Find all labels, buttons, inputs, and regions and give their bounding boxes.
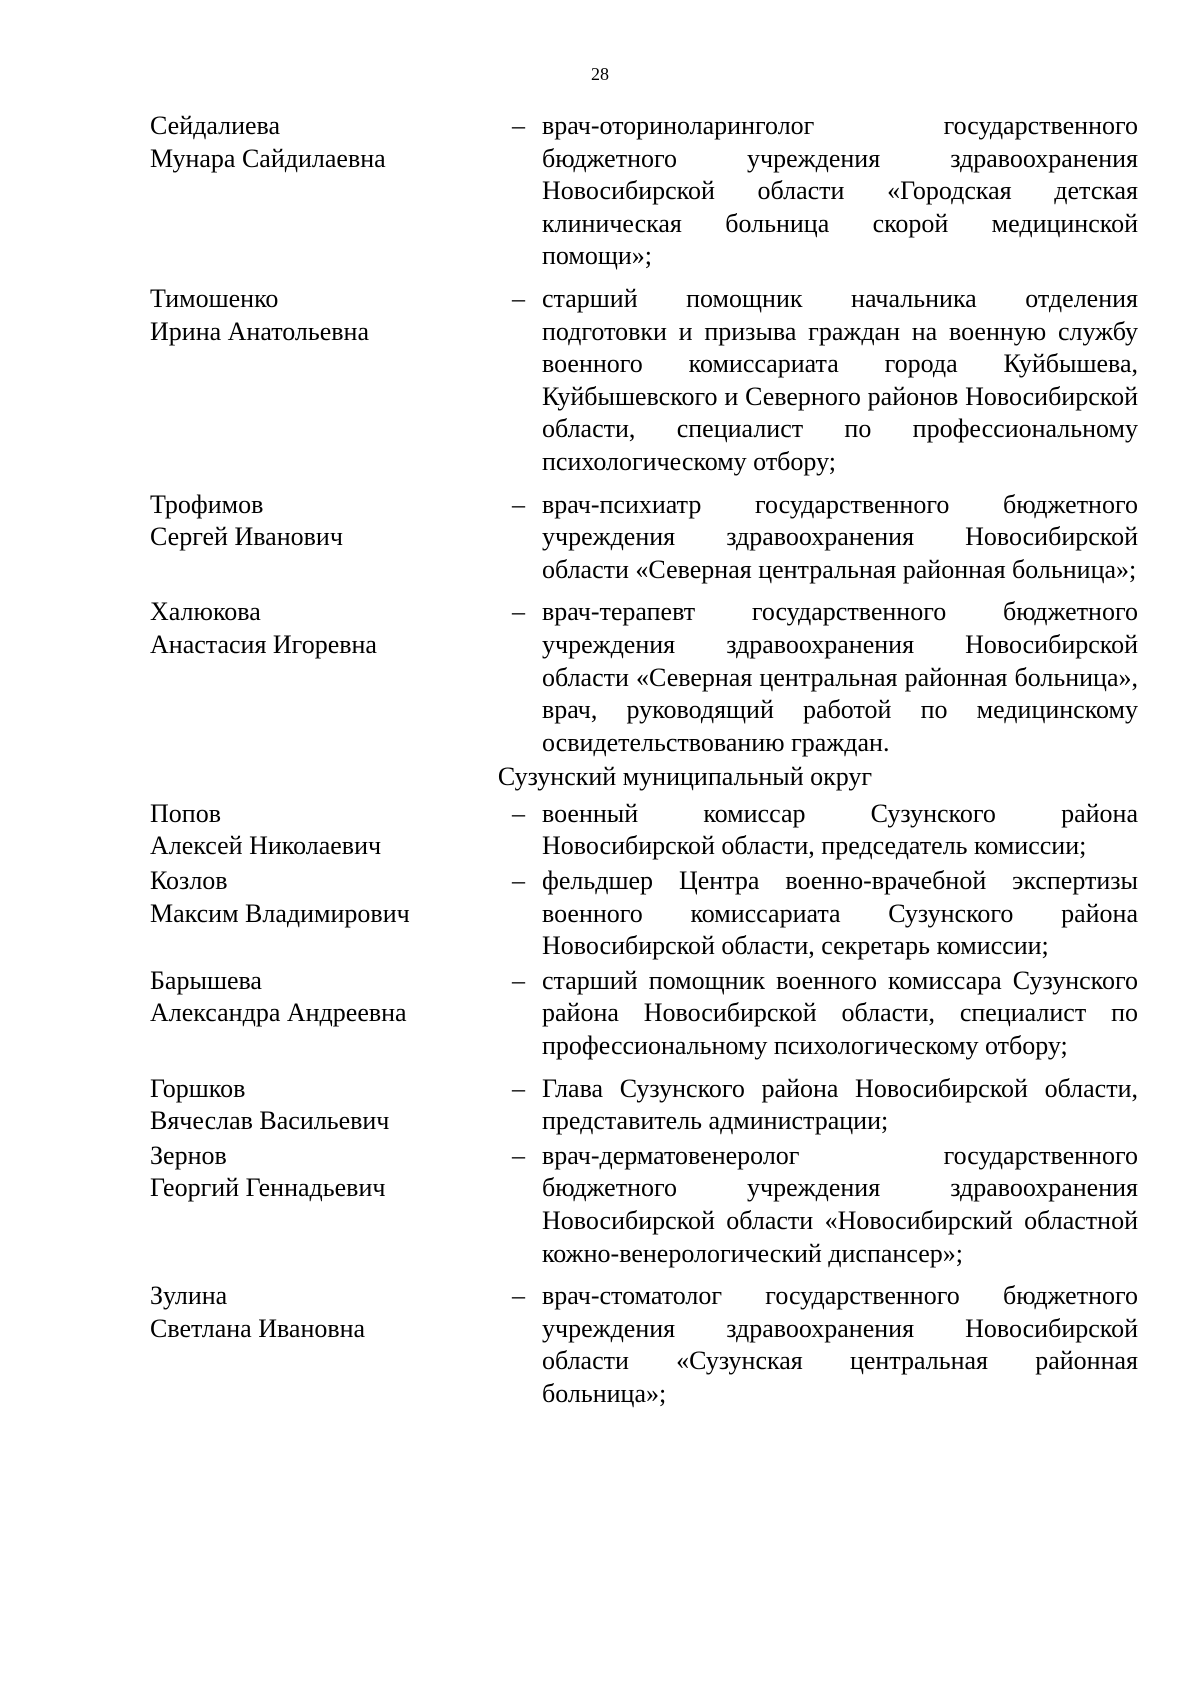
member-surname: Зулина: [150, 1281, 228, 1311]
dash-separator: –: [512, 111, 525, 140]
list-item: [150, 596, 1140, 759]
member-given-name: Сергей Иванович: [150, 522, 343, 552]
member-given-name: Алексей Николаевич: [150, 831, 382, 861]
page-number: 28: [591, 64, 609, 84]
member-name: [150, 596, 512, 759]
member-given-name: Анастасия Игоревна: [150, 629, 377, 659]
member-role: врач-стоматолог государственного бюджетного учреждения здравоохранения Новосибирской области «Сузунская центральная районная больница»;: [542, 1281, 1138, 1408]
section-heading: Сузунский муниципальный округ: [497, 762, 873, 792]
dash-separator: –: [512, 798, 525, 828]
member-role: врач-оториноларинголог государственного бюджетного учреждения здравоохранения Новосибирской области «Городская детская клиническая больница скорой медицинской помощи»;: [542, 111, 1138, 271]
member-name: [150, 283, 512, 479]
dash-separator: –: [512, 1140, 525, 1170]
member-name: [150, 798, 512, 863]
member-surname: Халюкова: [150, 597, 261, 627]
dash-separator: –: [512, 866, 525, 896]
dash-separator: –: [512, 283, 525, 313]
member-role: врач-дерматовенеролог государственного бюджетного учреждения здравоохранения Новосибирской области «Новосибирский областной кожно-венерологический диспансер»;: [542, 1140, 1138, 1268]
member-name: [150, 1280, 512, 1410]
dash-separator: –: [512, 965, 525, 995]
dash-separator: –: [512, 597, 525, 627]
member-given-name: Светлана Ивановна: [150, 1313, 366, 1343]
member-given-name: Александра Андреевна: [150, 998, 407, 1028]
member-role: фельдшер Центра военно-врачебной экспертизы военного комиссариата Сузунского района Новосибирской области, секретарь комиссии;: [542, 866, 1138, 961]
dash-separator: –: [512, 1073, 525, 1103]
member-given-name: Ирина Анатольевна: [150, 316, 369, 346]
commission-list: [150, 110, 1140, 1413]
list-item: [150, 1140, 1140, 1270]
member-name: [150, 110, 512, 273]
member-surname: Попов: [150, 798, 221, 828]
member-role: Глава Сузунского района Новосибирской области, представитель администрации;: [542, 1073, 1138, 1136]
list-item: [150, 1280, 1140, 1410]
member-surname: Горшков: [150, 1073, 246, 1103]
list-item: [150, 865, 1140, 963]
member-role: старший помощник военного комиссара Сузунского района Новосибирской области, специалист по профессиональному психологическому отбору;: [542, 965, 1138, 1061]
member-surname: Сейдалиева: [150, 111, 281, 140]
member-surname: Трофимов: [150, 489, 264, 519]
member-name: [150, 1140, 512, 1270]
member-given-name: Максим Владимирович: [150, 898, 410, 928]
member-surname: Барышева: [150, 965, 262, 995]
member-surname: Тимошенко: [150, 283, 279, 313]
member-given-name: Мунара Сайдилаевна: [150, 143, 386, 173]
list-item: [150, 283, 1140, 479]
list-item: [150, 1073, 1140, 1138]
member-role: врач-психиатр государственного бюджетного учреждения здравоохранения Новосибирской области «Северная центральная районная больница»;: [542, 489, 1138, 584]
member-given-name: Георгий Геннадьевич: [150, 1173, 386, 1203]
member-given-name: Вячеслав Васильевич: [150, 1106, 390, 1136]
list-item: [150, 965, 1140, 1063]
member-role: врач-терапевт государственного бюджетного учреждения здравоохранения Новосибирской области «Северная центральная районная больница», врач, руководящий работой по медицинскому освидетельствованию граждан.: [542, 597, 1138, 757]
member-name: [150, 489, 512, 587]
member-role: старший помощник начальника отделения подготовки и призыва граждан на военную службу военного комиссариата города Куйбышева, Куйбышевского и Северного районов Новосибирской области, специалист по профессиональному психологическому отбору;: [542, 283, 1138, 476]
dash-separator: –: [512, 489, 525, 519]
dash-separator: –: [512, 1281, 525, 1311]
member-name: [150, 865, 512, 963]
member-surname: Зернов: [150, 1140, 227, 1170]
list-item: [150, 110, 1140, 273]
member-role: военный комиссар Сузунского района Новосибирской области, председатель комиссии;: [542, 798, 1138, 861]
list-item: [150, 798, 1140, 863]
member-name: [150, 1073, 512, 1138]
list-item: [150, 489, 1140, 587]
member-name: [150, 965, 512, 1063]
member-surname: Козлов: [150, 866, 228, 896]
